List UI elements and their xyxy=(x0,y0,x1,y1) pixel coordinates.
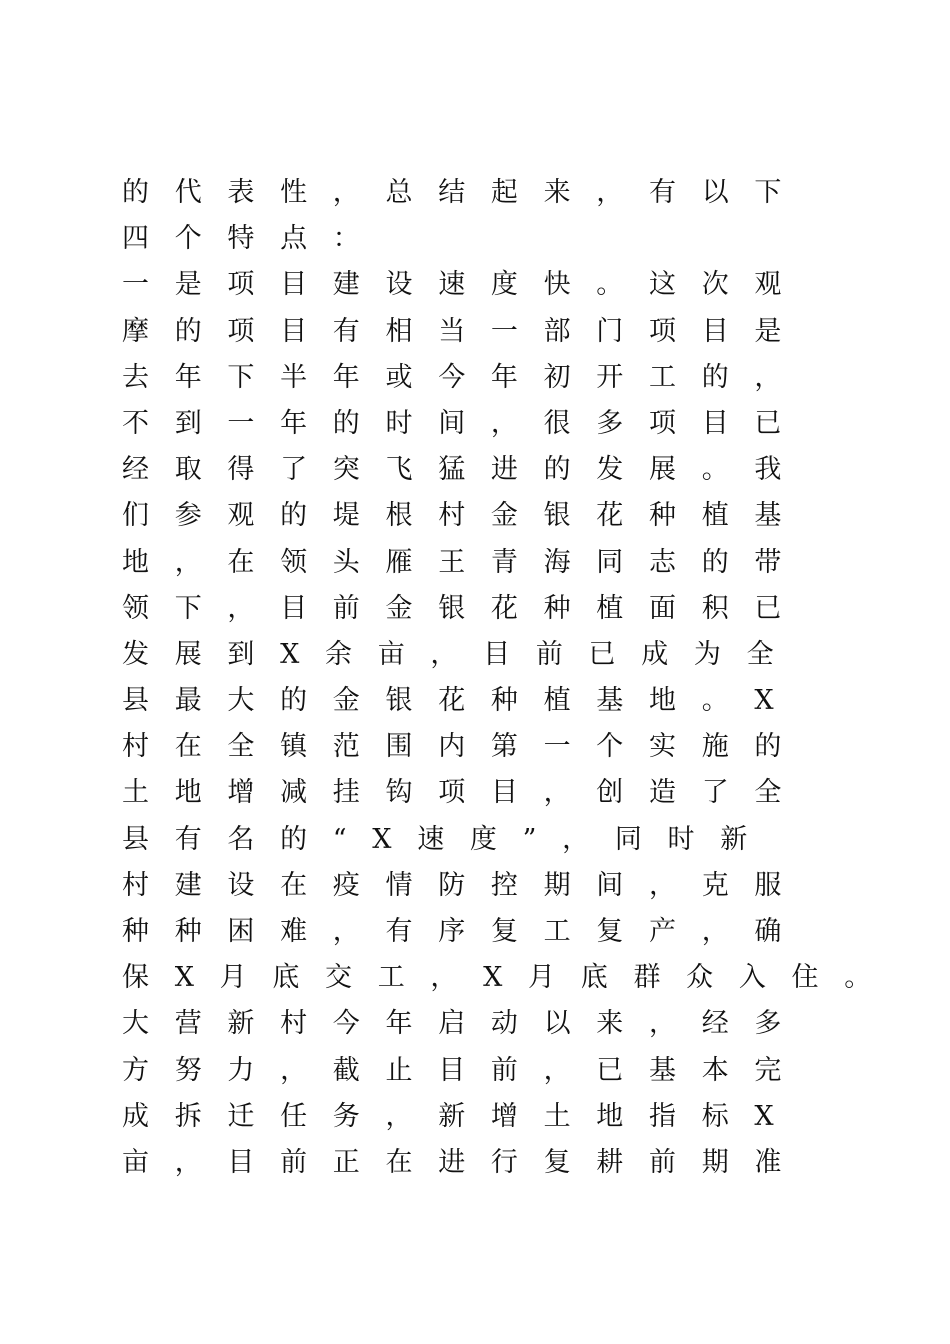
text-line-2: 四个特点： xyxy=(122,223,386,255)
body-text xyxy=(122,170,897,1186)
text-line-18: 保X月底交工，X月底群众入住。 xyxy=(122,962,897,994)
text-line-17: 种种困难，有序复工复产，确 xyxy=(122,916,808,947)
text-line-1: 的代表性，总结起来，有以下 xyxy=(122,177,808,208)
text-line-4: 摩的项目有相当一部门项目是 xyxy=(122,315,808,347)
text-line-5: 去年下半年或今年初开工的， xyxy=(122,361,808,393)
text-line-11: 发展到X余亩，目前已成为全 xyxy=(122,638,800,670)
text-line-12: 县最大的金银花种植基地。X xyxy=(122,685,800,717)
text-line-7: 经取得了突飞猛进的发展。我 xyxy=(122,454,808,486)
text-line-16: 村建设在疫情防控期间，克服 xyxy=(122,869,808,901)
text-line-9: 地，在领头雁王青海同志的带 xyxy=(122,546,808,578)
text-line-22: 亩，目前正在进行复耕前期准 xyxy=(122,1146,808,1178)
text-line-19: 大营新村今年启动以来，经多 xyxy=(122,1008,808,1040)
text-line-3: 一是项目建设速度快。这次观 xyxy=(122,269,808,301)
text-line-14: 土地增减挂钩项目，创造了全 xyxy=(122,777,808,809)
text-line-15: 县有名的“X速度”，同时新 xyxy=(122,823,773,855)
text-line-6: 不到一年的时间，很多项目已 xyxy=(122,407,808,439)
text-line-13: 村在全镇范围内第一个实施的 xyxy=(122,731,808,763)
text-line-10: 领下，目前金银花种植面积已 xyxy=(122,592,808,624)
text-line-21: 成拆迁任务，新增土地指标X xyxy=(122,1100,800,1132)
text-line-8: 们参观的堤根村金银花种植基 xyxy=(122,500,808,532)
text-line-20: 方努力，截止目前，已基本完 xyxy=(122,1054,808,1086)
